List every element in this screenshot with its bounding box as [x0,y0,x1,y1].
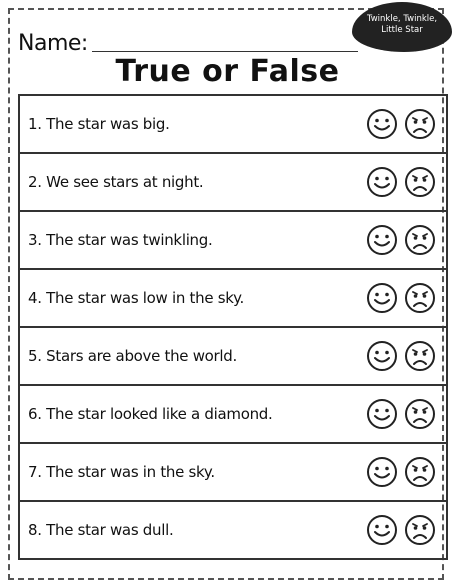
sad-face-icon[interactable] [404,514,436,546]
statement-text: 1. The star was big. [28,115,170,133]
answer-choices [366,340,446,372]
answer-choices [366,398,446,430]
smiley-face-icon[interactable] [366,340,398,372]
statement-text: 8. The star was dull. [28,521,174,539]
sad-face-icon[interactable] [404,398,436,430]
smiley-face-icon[interactable] [366,224,398,256]
name-row [18,28,358,56]
answer-choices [366,108,446,140]
statement-row [18,152,448,210]
statement-text: 4. The star was low in the sky. [28,289,244,307]
statement-row [18,500,448,560]
name-write-line[interactable] [92,50,358,52]
statement-text: 6. The star looked like a diamond. [28,405,273,423]
answer-choices [366,456,446,488]
smiley-face-icon[interactable] [366,282,398,314]
statement-row [18,268,448,326]
statement-text: 7. The star was in the sky. [28,463,215,481]
smiley-face-icon[interactable] [366,514,398,546]
answer-choices [366,166,446,198]
statement-row [18,210,448,268]
statement-list [18,94,448,560]
sad-face-icon[interactable] [404,108,436,140]
statement-text: 2. We see stars at night. [28,173,204,191]
statement-row [18,326,448,384]
page-title: True or False [115,54,340,89]
statement-text: 5. Stars are above the world. [28,347,237,365]
answer-choices [366,224,446,256]
sad-face-icon[interactable] [404,340,436,372]
smiley-face-icon[interactable] [366,398,398,430]
statement-row [18,442,448,500]
answer-choices [366,282,446,314]
sad-face-icon[interactable] [404,224,436,256]
statement-row [18,94,448,152]
answer-choices [366,514,446,546]
name-label: Name: [18,31,88,56]
sad-face-icon[interactable] [404,456,436,488]
sad-face-icon[interactable] [404,166,436,198]
badge-line-1: Twinkle, Twinkle, [366,14,438,24]
statement-row [18,384,448,442]
sad-face-icon[interactable] [404,282,436,314]
smiley-face-icon[interactable] [366,166,398,198]
smiley-face-icon[interactable] [366,108,398,140]
statement-text: 3. The star was twinkling. [28,231,213,249]
badge-line-2: Little Star [381,25,423,35]
smiley-face-icon[interactable] [366,456,398,488]
